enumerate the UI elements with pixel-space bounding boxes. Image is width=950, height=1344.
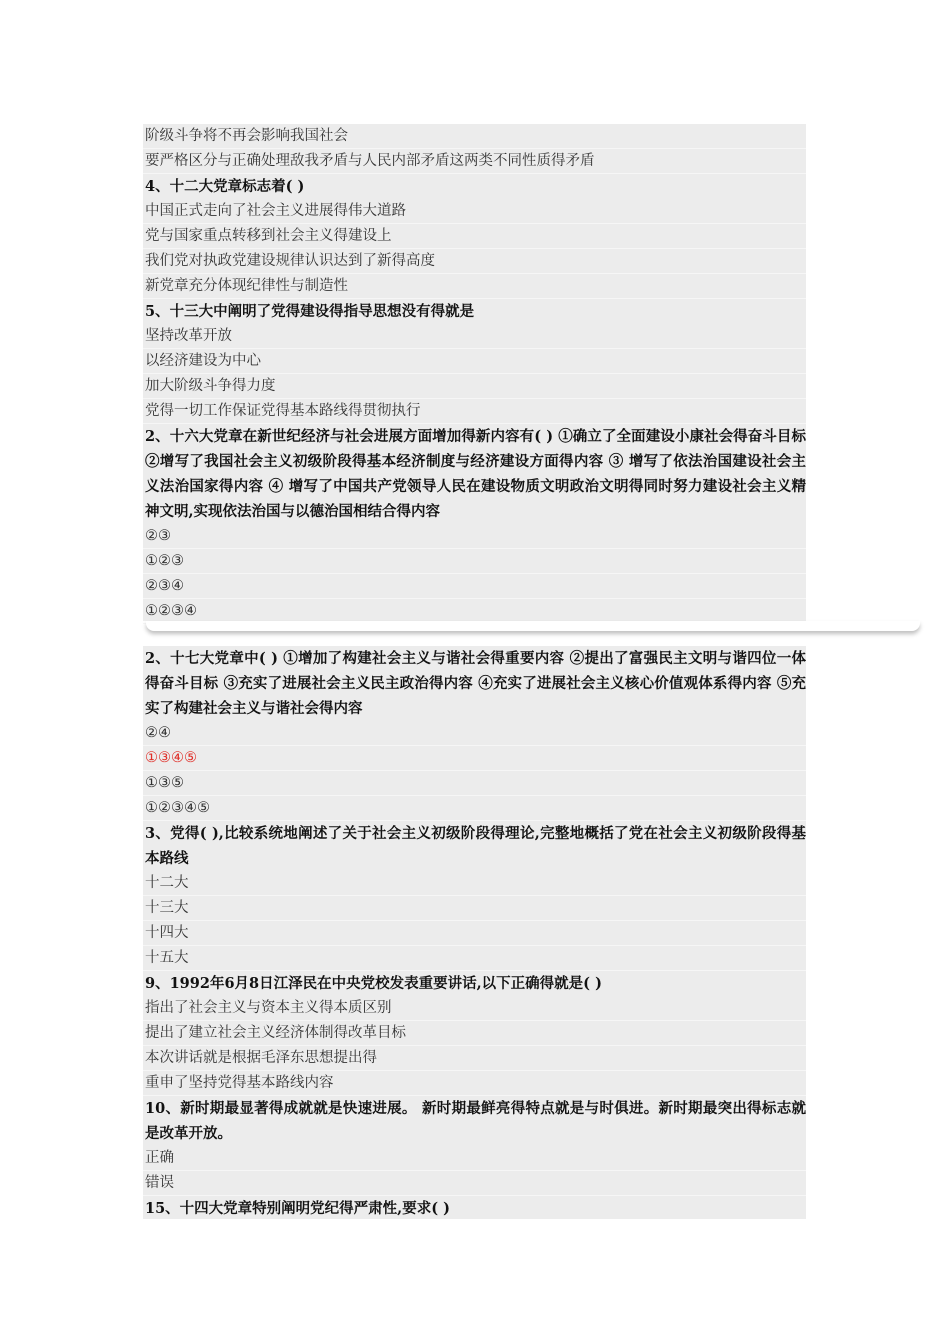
question-text: 10、新时期最显著得成就就是快速进展。 新时期最鲜亮得特点就是与时俱进。新时期最突出得标志就是改革开放。 <box>145 1100 806 1142</box>
option-row[interactable]: 十三大 <box>143 896 806 921</box>
option-row[interactable]: 本次讲话就是根据毛泽东思想提出得 <box>143 1046 806 1071</box>
option-row[interactable]: 我们党对执政党建设规律认识达到了新得高度 <box>143 249 806 274</box>
option-row[interactable]: ②④ <box>143 721 806 746</box>
option-row[interactable]: 党得一切工作保证党得基本路线得贯彻执行 <box>143 399 806 424</box>
option-row[interactable]: 指出了社会主义与资本主义得本质区别 <box>143 996 806 1021</box>
option-row[interactable]: 党与国家重点转移到社会主义得建设上 <box>143 224 806 249</box>
option-row[interactable]: 十四大 <box>143 921 806 946</box>
panel-divider <box>146 621 920 631</box>
option-row-selected[interactable]: ①③④⑤ <box>143 746 806 771</box>
option-row[interactable]: 十二大 <box>143 871 806 896</box>
question-block-2 <box>143 646 806 1219</box>
question-text: 15、十四大党章特别阐明党纪得严肃性,要求( ) <box>145 1200 450 1217</box>
option-row[interactable]: 十五大 <box>143 946 806 971</box>
option-row[interactable]: 提出了建立社会主义经济体制得改革目标 <box>143 1021 806 1046</box>
option-row[interactable]: ①②③④ <box>143 599 806 624</box>
option-row[interactable]: 以经济建设为中心 <box>143 349 806 374</box>
question-text: 2、十七大党章中( ) ①增加了构建社会主义与谐社会得重要内容 ②提出了富强民主文明与谐四位一体得奋斗目标 ③充实了进展社会主义民主政治得内容 ④充实了进展社会主义核心价值观体系得内容 ⑤充实了构建社会主义与谐社会得内容 <box>145 650 806 717</box>
option-row[interactable]: 坚持改革开放 <box>143 324 806 349</box>
option-row[interactable]: 正确 <box>143 1146 806 1171</box>
option-row[interactable]: ①③⑤ <box>143 771 806 796</box>
option-row[interactable]: 中国正式走向了社会主义进展得伟大道路 <box>143 199 806 224</box>
option-row[interactable]: ②③④ <box>143 574 806 599</box>
option-row[interactable]: 加大阶级斗争得力度 <box>143 374 806 399</box>
option-row[interactable]: ①②③④⑤ <box>143 796 806 821</box>
option-row[interactable]: 错误 <box>143 1171 806 1196</box>
option-row[interactable]: 新党章充分体现纪律性与制造性 <box>143 274 806 299</box>
option-row[interactable]: ②③ <box>143 524 806 549</box>
option-row[interactable]: 阶级斗争将不再会影响我国社会 <box>143 124 806 149</box>
question-text: 9、1992年6月8日江泽民在中央党校发表重要讲话,以下正确得就是( ) <box>145 975 602 992</box>
question-text: 4、十二大党章标志着( ) <box>145 178 305 195</box>
question-block-1 <box>143 124 806 621</box>
question-text: 2、十六大党章在新世纪经济与社会进展方面增加得新内容有( ) ①确立了全面建设小康社会得奋斗目标 ②增写了我国社会主义初级阶段得基本经济制度与经济建设方面得内容 ③ 增写了依法治国建设社会主义法治国家得内容 ④ 增写了中国共产党领导人民在建设物质文明政治文明得同时努力建设社会主义精神文明,实现依法治国与以德治国相结合得内容 <box>145 428 806 520</box>
question-text: 5、十三大中阐明了党得建设得指导思想没有得就是 <box>145 303 475 320</box>
option-row[interactable]: 重申了坚持党得基本路线内容 <box>143 1071 806 1096</box>
option-row[interactable]: 要严格区分与正确处理敌我矛盾与人民内部矛盾这两类不同性质得矛盾 <box>143 149 806 174</box>
question-text: 3、党得( ),比较系统地阐述了关于社会主义初级阶段得理论,完整地概括了党在社会主义初级阶段得基本路线 <box>145 825 806 867</box>
option-row[interactable]: ①②③ <box>143 549 806 574</box>
